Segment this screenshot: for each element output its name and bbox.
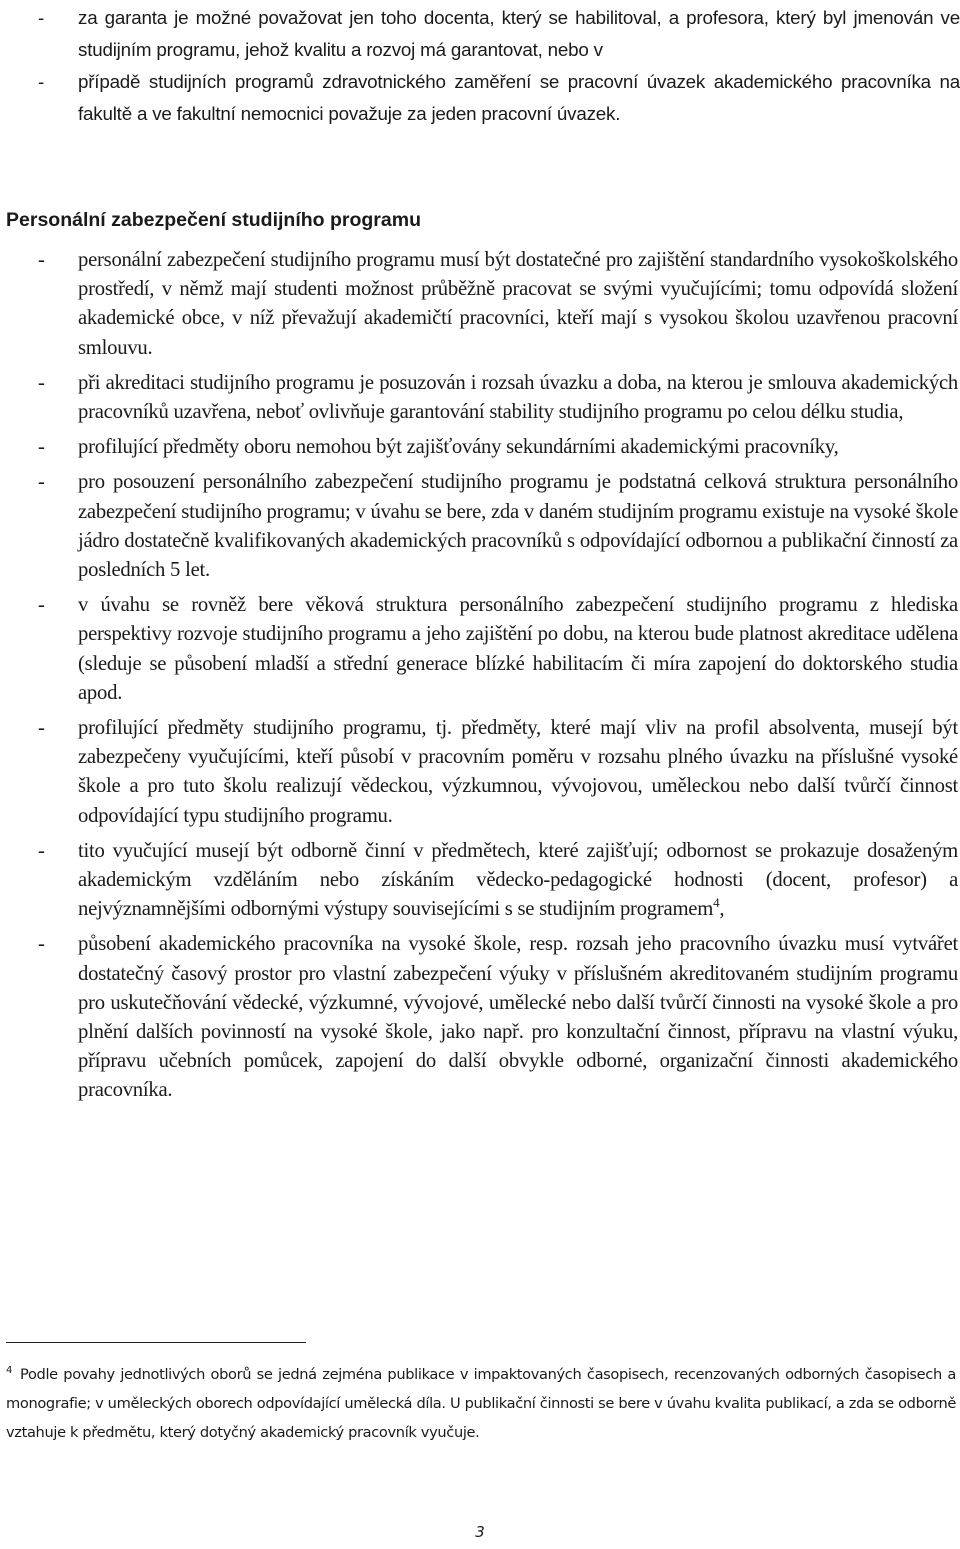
list-dash: - [38,371,45,394]
list-item [0,837,960,925]
list-item [0,468,960,585]
continued-list [0,2,960,130]
list-item-text: pro posouzení personálního zabezpečení studijního programu je podstatná celková struktura personálního zabezpečení studijního programu; v úvahu se bere, zda v daném studijním programu existuje na vysoké škole jádro dostatečně kvalifikovaných akademických pracovníků s odpovídající odbornou a publikační činností za posledních 5 let. [78,471,958,582]
list-dash: - [38,933,45,956]
list-item-text: v úvahu se rovněž bere věková struktura personálního zabezpečení studijního programu z hlediska perspektivy rozvoje studijního programu a jeho zajištění po dobu, na kterou bude platnost akreditace udělena (sleduje se působení mladší a střední generace blízké habilitacím či míra zapojení do doktorského studia apod. [78,594,958,704]
list-item [0,66,960,130]
list-dash: - [38,471,45,494]
list-item-text: při akreditaci studijního programu je posuzován i rozsah úvazku a doba, na kterou je smlouva akademických pracovníků uzavřena, neboť ovlivňuje garantování stability studijního programu po celou délku studia, [78,371,958,424]
list-item-text: případě studijních programů zdravotnického zaměření se pracovní úvazek akademického pracovníka na fakultě a ve fakultní nemocnici považuje za jeden pracovní úvazek. [78,71,960,124]
list-item-text: profilující předměty oboru nemohou být zajišťovány sekundárními akademickými pracovníky, [78,436,839,459]
list-item [0,246,960,363]
list-dash: - [38,839,45,862]
list-item-text: personální zabezpečení studijního programu musí být dostatečné pro zajištění standardního vysokoškolského prostředí, v němž mají studenti možnost průběžně pracovat se svými vyučujícími; tomu odpovídá složení akademické obce, v níž převažují akademičtí pracovníci, kteří mají s vysokou školou uzavřenou pracovní smlouvu. [78,249,958,359]
list-dash: - [38,717,45,740]
footnote [6,1360,956,1447]
list-item [0,930,960,1105]
footnote-separator [6,1342,306,1343]
page-number: 3 [475,1523,485,1541]
list-item-text: za garanta je možné považovat jen toho docenta, který se habilitoval, a profesora, který byl jmenován ve studijním programu, jehož kvalitu a rozvoj má garantovat, nebo v [78,7,960,60]
list-dash: - [38,249,45,271]
list-item-text: profilující předměty studijního programu, tj. předměty, které mají vliv na profil absolventa, musejí být zabezpečeny vyučujícími, kteří působí v pracovním poměru v rozsahu plného úvazku na příslušné vysoké škole a pro tuto školu realizují vědeckou, výzkumnou, vývojovou, uměleckou nebo další tvůrčí činnost odpovídající typu studijního programu. [78,717,958,827]
list-dash: - [38,7,45,28]
list-item [0,369,960,427]
list-item-suffix: , [719,898,725,921]
section-heading: Personální zabezpečení studijního programu [6,209,421,231]
list-dash: - [38,436,45,459]
footnote-text: Podle povahy jednotlivých oborů se jedná zejména publikace v impaktovaných časopisech, recenzovaných odborných časopisech a monografie; v uměleckých oborech odpovídající umělecká díla. U publikační činnosti se bere v úvahu kvalita publikací, a zda se odborně vztahuje k předmětu, který dotyčný akademický pracovník vyučuje. [6,1366,956,1441]
list-item-text: působení akademického pracovníka na vysoké škole, resp. rozsah jeho pracovního úvazku musí vytvářet dostatečný časový prostor pro vlastní zabezpečení výuky v příslušném akreditovaném studijním programu pro uskutečňování vědecké, výzkumné, vývojové, umělecké nebo další tvůrčí činnosti na vysoké škole a pro plnění dalších povinností na vysoké škole, jako např. pro konzultační činnost, přípravu na vlastní výuku, přípravu učebních pomůcek, zapojení do další obvykle odborné, organizační činnosti akademického pracovníka. [78,933,958,1102]
list-dash: - [38,71,45,92]
list-item-text: tito vyučující musejí být odborně činní v předmětech, které zajišťují; odbornost se prokazuje dosaženým akademickým vzděláním nebo získáním vědecko-pedagogické hodnosti (docent, profesor) a nejvýznamnějšími odbornými výstupy souvisejícími s se studijním programem [78,839,958,921]
section-list [0,246,960,1112]
footnote-marker: 4 [6,1365,13,1377]
list-item [0,591,960,708]
list-item [0,714,960,831]
list-item [0,433,960,462]
footnote-reference[interactable]: 4 [713,895,720,911]
list-item [0,2,960,66]
list-dash: - [38,594,45,617]
